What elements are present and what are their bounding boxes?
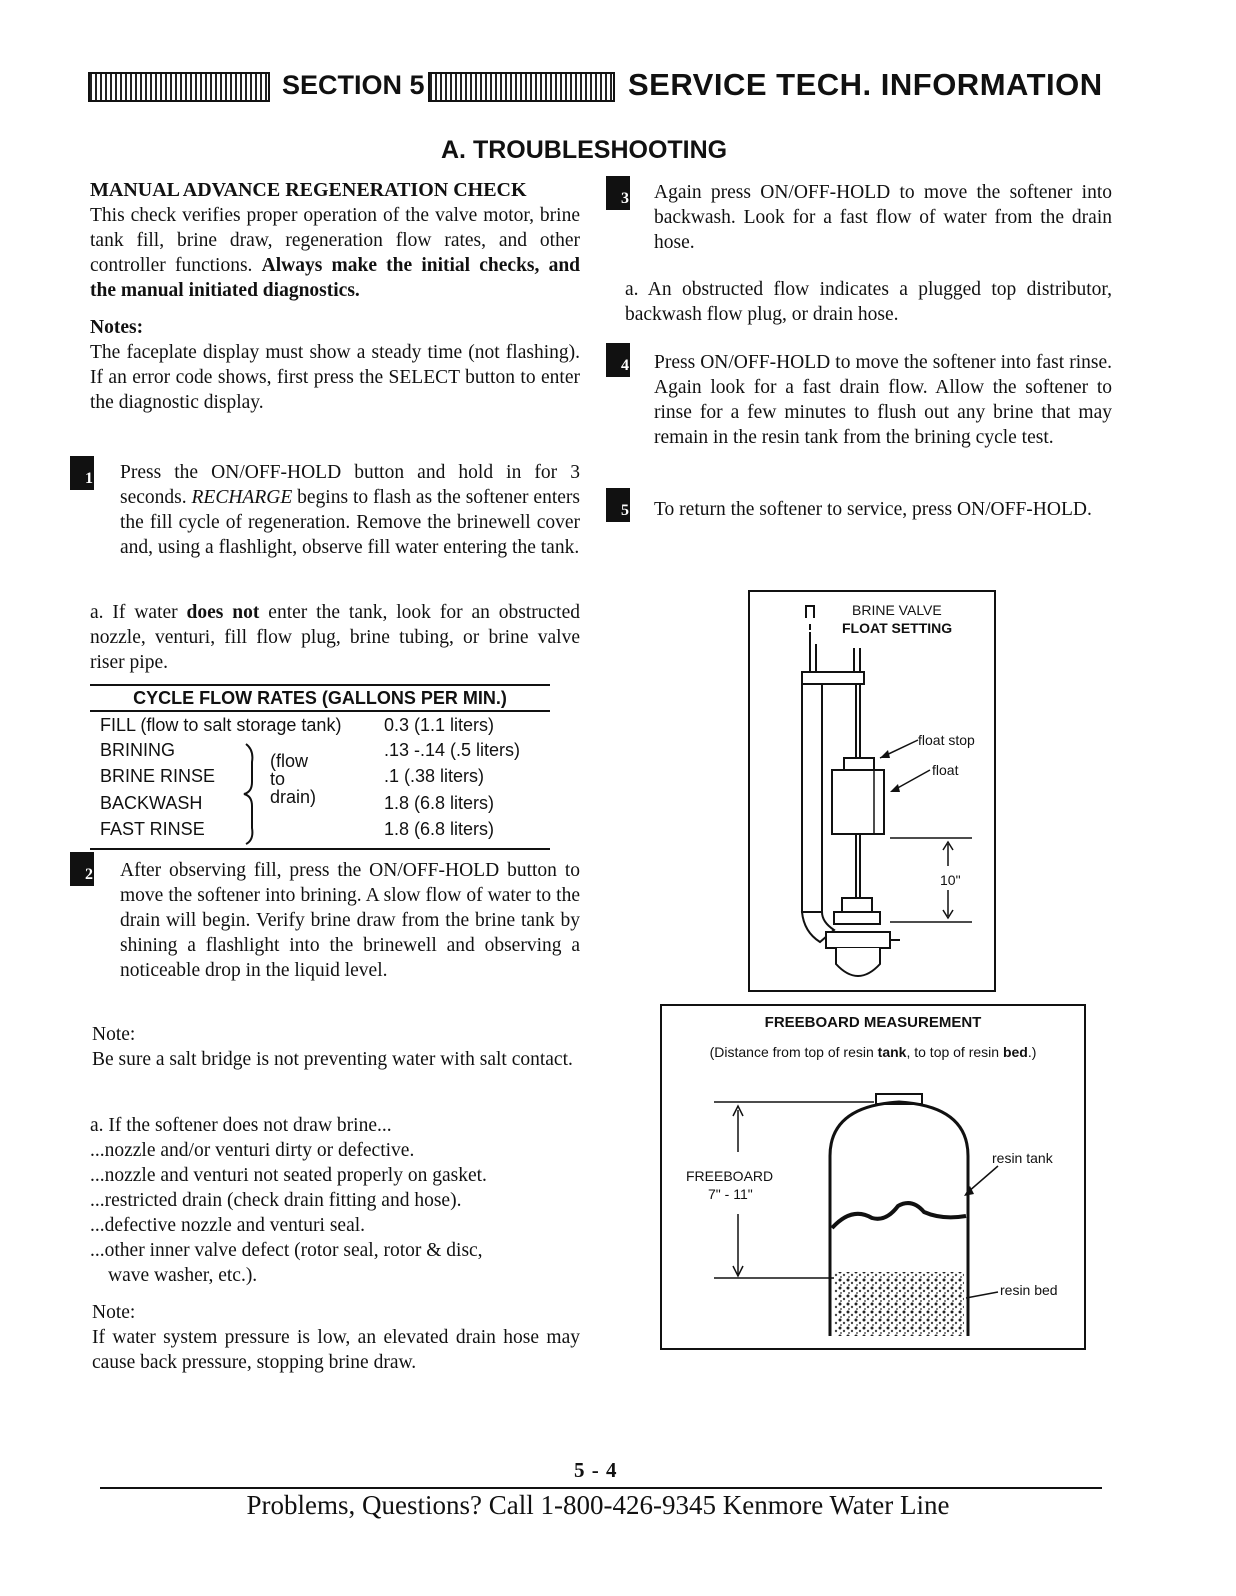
step-1-marker: [70, 456, 94, 490]
step-2-number: 2: [85, 866, 93, 883]
header-pattern-left: [88, 72, 270, 102]
row-brine-rinse-label: BRINE RINSE: [100, 766, 216, 786]
step-2a-item-5: ...other inner valve defect (rotor seal, rotor & disc,: [90, 1240, 483, 1261]
step-3a-text: a. An obstructed flow indicates a plugged top distributor, backwash flow plug, or drain hose.: [625, 279, 1112, 325]
brine-valve-drawing: [750, 592, 994, 990]
step-3-marker: [606, 176, 630, 210]
fill-label: FILL (flow to salt storage tank): [100, 715, 342, 735]
note-3-heading: Note:: [92, 1302, 136, 1323]
brine-valve-title-2: FLOAT SETTING: [842, 620, 953, 636]
step-1-text: [120, 460, 580, 560]
step-1a-text: [90, 600, 580, 675]
row-fast-rinse-value: 1.8 (6.8 liters): [384, 819, 495, 839]
step-3-text: Again press ON/OFF-HOLD to move the softener into backwash. Look for a fast flow of water from the drain hose.: [654, 182, 1112, 253]
float-label: float: [932, 762, 959, 778]
step-2a-intro: a. If the softener does not draw brine...: [90, 1115, 392, 1136]
freeboard-subtitle-e: .): [1027, 1044, 1037, 1060]
step-2-marker: [70, 852, 94, 886]
row-fast-rinse-label: FAST RINSE: [100, 819, 205, 839]
float-stop-label: float stop: [918, 732, 975, 748]
resin-tank-label: resin tank: [992, 1150, 1053, 1166]
freeboard-subtitle-d: bed: [1002, 1044, 1028, 1060]
freeboard-subtitle-a: (Distance from top of resin: [709, 1044, 878, 1060]
flow-table-title: CYCLE FLOW RATES (GALLONS PER MIN.): [90, 684, 550, 712]
note-2-heading: Note:: [92, 1024, 136, 1045]
freeboard-subtitle-b: tank: [877, 1044, 907, 1060]
step-3-number: 3: [621, 190, 629, 207]
step-1-text-b: begins to flash as the softener enters the fill cycle of regeneration. Remove the brinewell cover and, using a flashlight, observe fill water entering the tank.: [120, 487, 580, 558]
step-2a-item-3: ...restricted drain (check drain fitting and hose).: [90, 1190, 462, 1211]
brace-note-3: drain): [270, 787, 317, 807]
left-column: [90, 178, 580, 415]
step-1-number: 1: [85, 470, 93, 487]
flow-table-rows: [90, 738, 550, 846]
brace-note: [270, 752, 316, 806]
footer-rule: [100, 1487, 1102, 1489]
row-brining-value: .13 -.14 (.5 liters): [384, 740, 521, 760]
brace-note-1: (flow: [270, 751, 309, 771]
freeboard-range: 7" - 11": [708, 1186, 753, 1202]
header-pattern-right: [428, 72, 615, 102]
note-3-text: If water system pressure is low, an elevated drain hose may cause back pressure, stopping brine draw.: [92, 1327, 580, 1373]
section-label: SECTION 5: [282, 70, 425, 100]
page-title: SERVICE TECH. INFORMATION: [628, 67, 1103, 102]
step-5-marker: [606, 488, 630, 522]
step-4-number: 4: [621, 357, 629, 374]
step-2a-item-2: ...nozzle and venturi not seated properly on gasket.: [90, 1165, 487, 1186]
step-1a-prefix: a. If water: [90, 602, 187, 623]
step-2a-item-6: wave washer, etc.).: [108, 1265, 258, 1286]
row-backwash-value: 1.8 (6.8 liters): [384, 793, 495, 813]
note-3: [92, 1300, 580, 1375]
step-2a-item-4: ...defective nozzle and venturi seal.: [90, 1215, 366, 1236]
step-5-text: To return the softener to service, press ON/OFF-HOLD.: [654, 499, 1092, 520]
check-intro: [90, 203, 580, 303]
row-backwash-label: BACKWASH: [100, 793, 203, 813]
step-1a-rest: enter the tank, look for an obstructed nozzle, venturi, fill flow plug, brine tubing, or brine valve riser pipe.: [90, 602, 581, 673]
freeboard-title: FREEBOARD MEASUREMENT: [764, 1014, 982, 1031]
section-subtitle: A. TROUBLESHOOTING: [441, 136, 728, 164]
notes-text: The faceplate display must show a steady time (not flashing). If an error code shows, first press the SELECT button to enter the diagnostic display.: [90, 342, 580, 413]
note-2-text: Be sure a salt bridge is not preventing water with salt contact.: [92, 1049, 573, 1070]
flow-table-fill-row: [90, 712, 550, 738]
step-1-recharge: RECHARGE: [191, 487, 293, 508]
brace-icon: [240, 742, 266, 846]
step-2-text: After observing fill, press the ON/OFF-HOLD button to move the softener into brining. A slow flow of water to the drain will begin. Verify brine draw from the brine tank by shining a flashlight into the brinewell and observing a noticeable drop in the liquid level.: [120, 860, 580, 981]
resin-bed-label: resin bed: [1000, 1282, 1058, 1298]
note-2: [92, 1022, 580, 1072]
flow-table: [90, 684, 550, 850]
intro-bold-text: Always make the initial checks, and the manual initiated diagnostics.: [90, 255, 581, 301]
brace-note-2: to: [270, 769, 286, 789]
freeboard-diagram: [660, 1004, 1086, 1350]
brine-valve-title-1: BRINE VALVE: [852, 602, 942, 618]
freeboard-label: FREEBOARD: [686, 1168, 774, 1184]
brine-valve-diagram: [748, 590, 996, 992]
step-2a-list: [90, 1113, 580, 1288]
measurement-label: 10": [940, 872, 961, 888]
freeboard-subtitle-c: , to top of resin: [906, 1044, 1003, 1060]
page-number: 5 - 4: [574, 1458, 618, 1482]
fill-value: 0.3 (1.1 liters): [384, 715, 495, 735]
notes-heading: Notes:: [90, 317, 144, 338]
step-4-marker: [606, 343, 630, 377]
step-2a-item-1: ...nozzle and/or venturi dirty or defective.: [90, 1140, 415, 1161]
check-heading: MANUAL ADVANCE REGENERATION CHECK: [90, 179, 527, 201]
footer-text: Problems, Questions? Call 1-800-426-9345 Kenmore Water Line: [246, 1490, 950, 1520]
flow-table-bottom-rule: [90, 848, 550, 850]
step-5-number: 5: [621, 502, 629, 519]
step-1-text-a: Press the ON/OFF-HOLD button and hold in for 3 seconds.: [120, 462, 580, 508]
intro-text: This check verifies proper operation of the valve motor, brine tank fill, brine draw, regeneration flow rates, and other controller functions.: [90, 205, 580, 276]
row-brining-label: BRINING: [100, 740, 176, 760]
step-1a-bold: does not: [186, 602, 260, 623]
step-4-text: Press ON/OFF-HOLD to move the softener into fast rinse. Again look for a fast drain flow. Allow the softener to rinse for a few minutes to flush out any brine that may remain in the resin tank from the brining cycle test.: [654, 352, 1112, 448]
row-brine-rinse-value: .1 (.38 liters): [384, 766, 485, 786]
